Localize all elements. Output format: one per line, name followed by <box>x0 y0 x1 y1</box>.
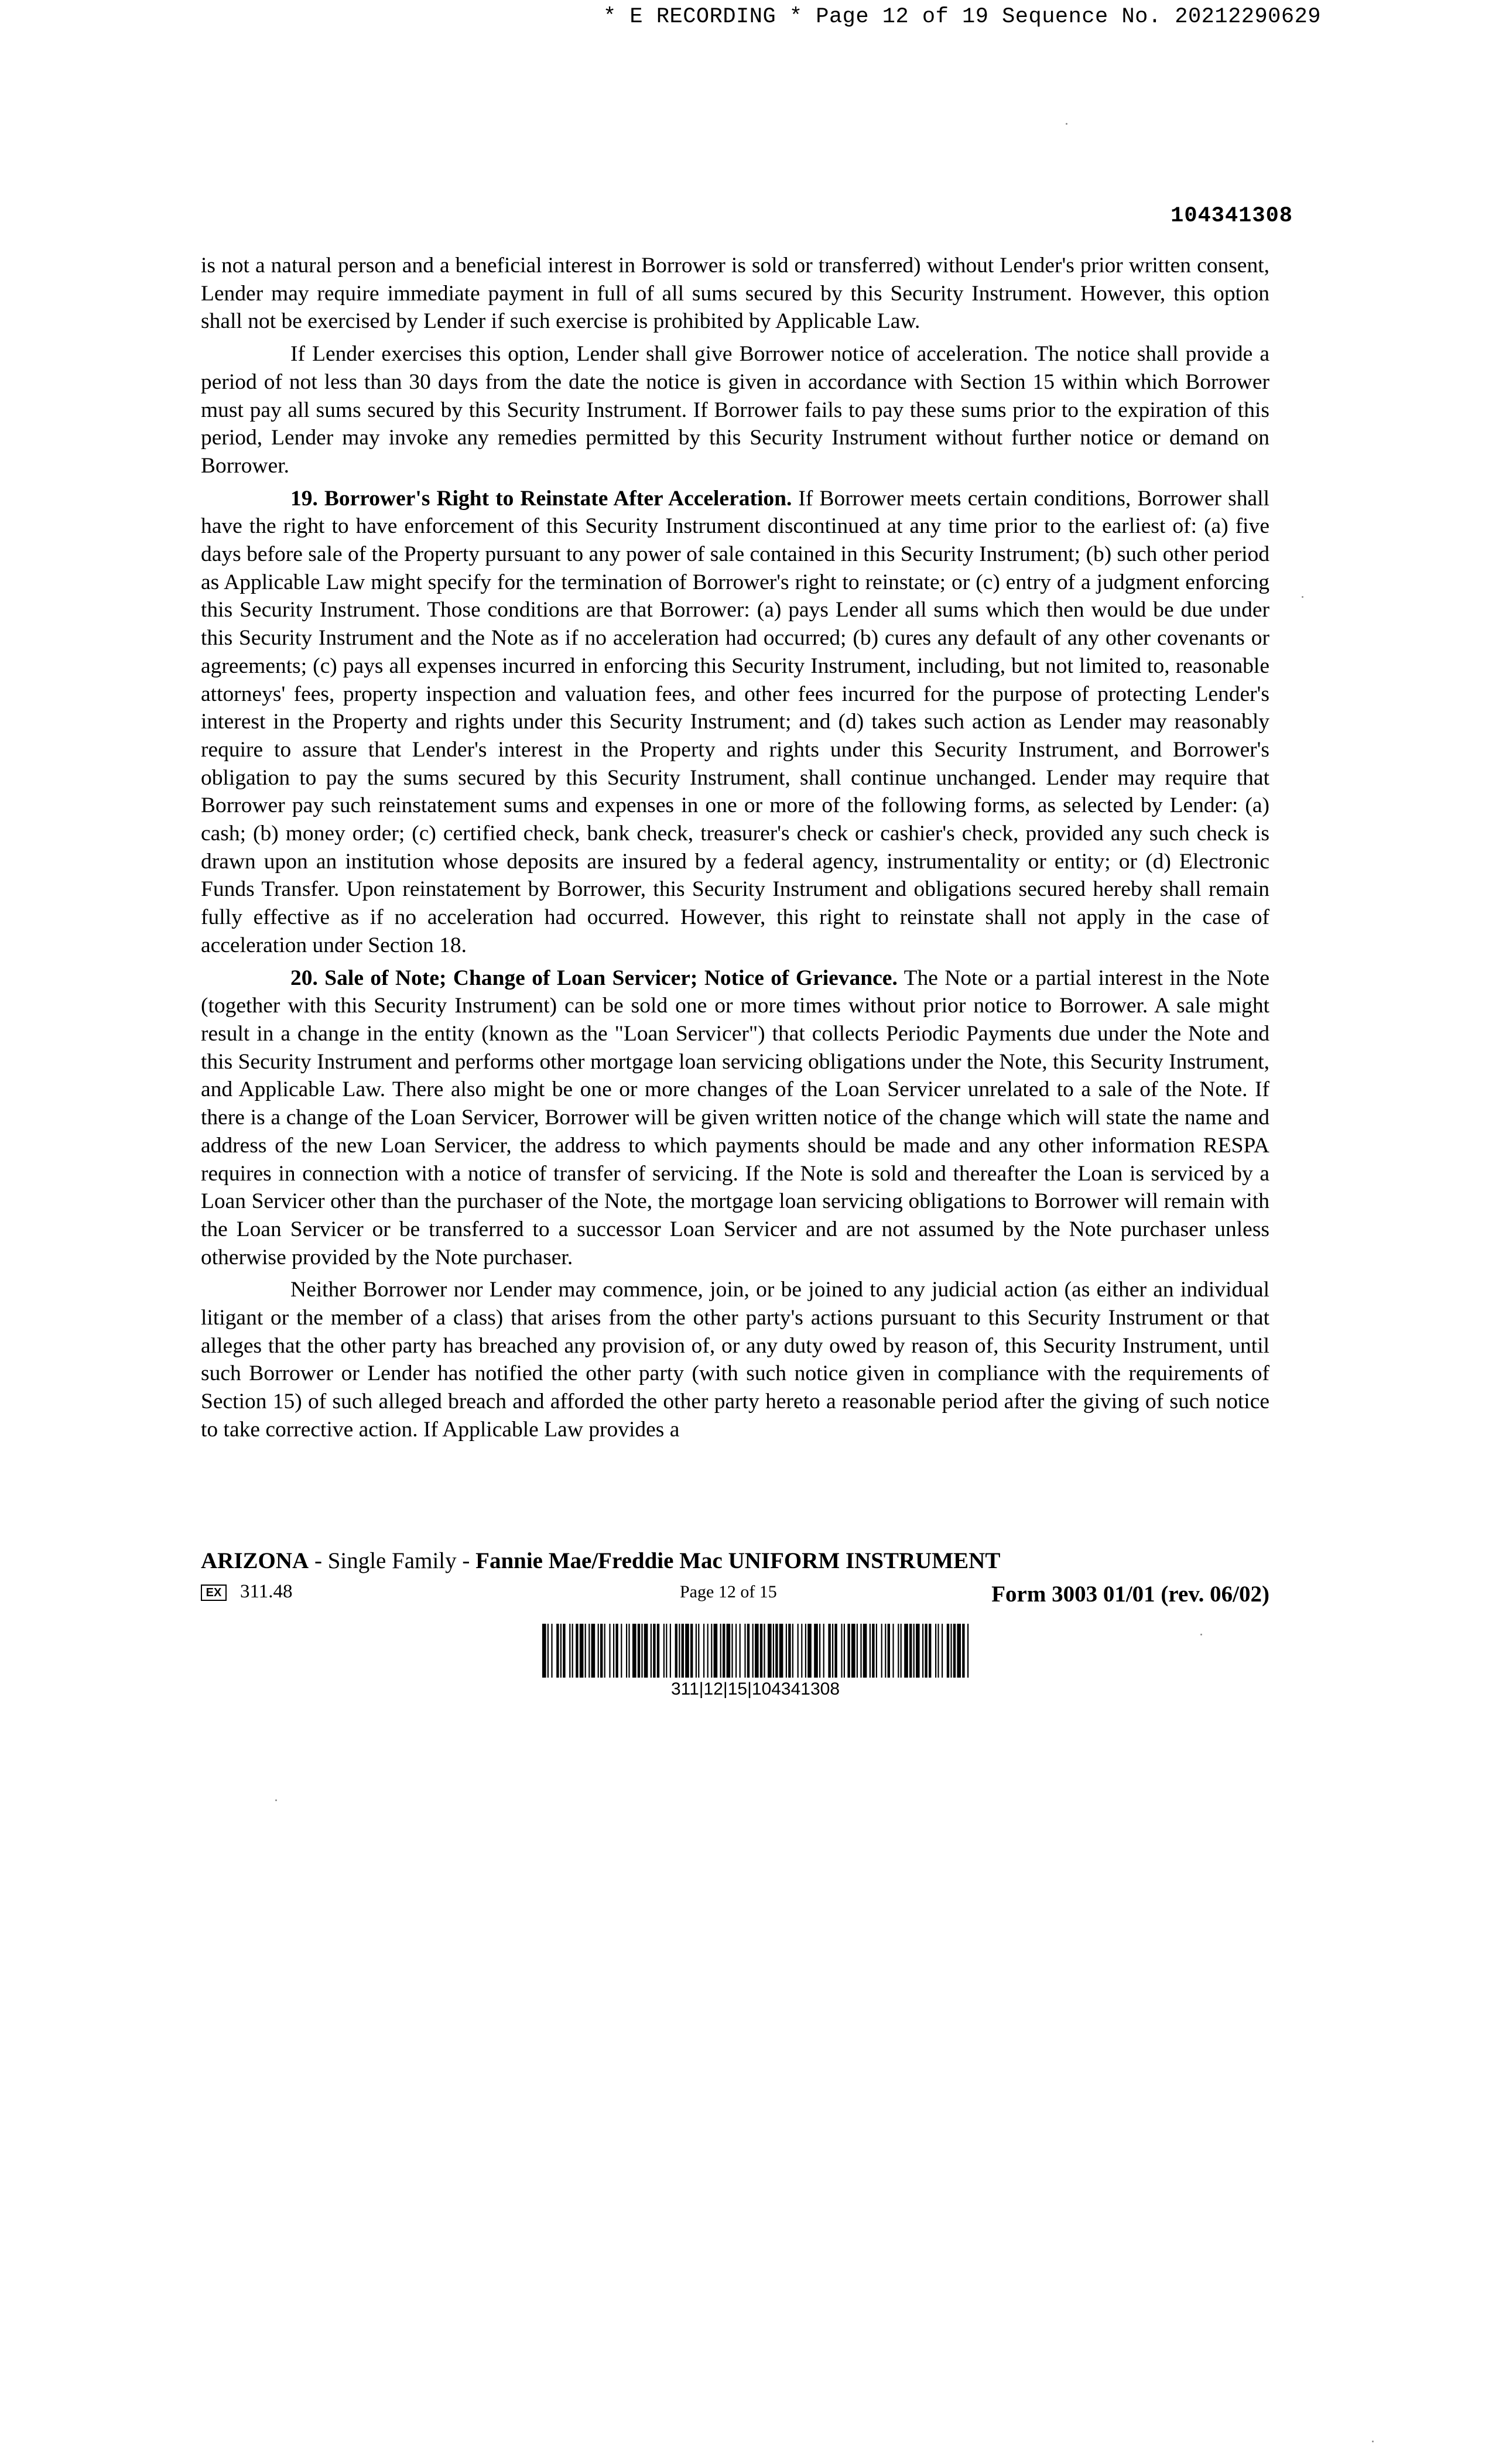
barcode-bar <box>551 1624 552 1678</box>
barcode-bar <box>675 1624 677 1678</box>
barcode-icon <box>539 1624 972 1678</box>
barcode-bar <box>775 1624 778 1678</box>
barcode-bar <box>788 1624 790 1678</box>
barcode-bar <box>922 1624 923 1678</box>
barcode-bar <box>720 1624 721 1678</box>
barcode-bar <box>857 1624 858 1678</box>
barcode-bar <box>727 1624 731 1678</box>
barcode-bar <box>685 1624 689 1678</box>
barcode-bar <box>604 1624 605 1678</box>
barcode-bar <box>609 1624 610 1678</box>
barcode-bar <box>807 1624 812 1678</box>
barcode-bar <box>547 1624 549 1678</box>
barcode-bar <box>957 1624 961 1678</box>
barcode-bar <box>572 1624 573 1678</box>
barcode-bar <box>942 1624 943 1678</box>
barcode-bar <box>950 1624 952 1678</box>
barcode-bar <box>832 1624 833 1678</box>
barcode-caption: 311|12|15|104341308 <box>670 1679 840 1699</box>
footer-separator: - <box>309 1548 328 1573</box>
barcode-bar <box>760 1624 762 1678</box>
barcode-bar <box>898 1624 899 1678</box>
barcode-bar <box>744 1624 745 1678</box>
footer-family: Single Family <box>327 1548 457 1573</box>
scan-speck <box>1302 596 1303 598</box>
barcode-bar <box>892 1624 894 1678</box>
barcode-bar <box>925 1624 927 1678</box>
document-body <box>201 252 1269 1444</box>
section-20-text: The Note or a partial interest in the Note (together with this Security Instrument) can be sold one or more times without prior notice to Borrower. A sale might result in a change in the entity (known as the "Loan Servicer") that collects Periodic Payments due under the Note and this Security Instrument and performs other mortgage loan servicing obligations under the Note, this Security Instrument, and Applicable Law. There also might be one or more changes of the Loan Servicer unrelated to a sale of the Note. If there is a change of the Loan Servicer, Borrower will be given written notice of the change which will state the name and address of the new Loan Servicer, the address to which payments should be made and any other information RESPA requires in connection with a notice of transfer of servicing. If the Note is sold and thereafter the Loan is serviced by a Loan Servicer other than the purchaser of the Note, the mortgage loan servicing obligations to Borrower will remain with the Loan Servicer or be transferred to a successor Loan Servicer and are not assumed by the Note purchaser unless otherwise provided by the Note purchaser. <box>201 966 1269 1269</box>
barcode-bar <box>632 1624 636 1678</box>
barcode-bar <box>937 1624 939 1678</box>
barcode-bar <box>860 1624 861 1678</box>
barcode-bar <box>621 1624 622 1678</box>
barcode-bar <box>967 1624 968 1678</box>
barcode-bar <box>735 1624 737 1678</box>
barcode-bar <box>801 1624 802 1678</box>
barcode-bar <box>888 1624 890 1678</box>
barcode-bar <box>876 1624 877 1678</box>
barcode-bar <box>834 1624 837 1678</box>
barcode-bar <box>707 1624 709 1678</box>
barcode-bar <box>953 1624 956 1678</box>
barcode-bar <box>663 1624 665 1678</box>
barcode-bar <box>626 1624 627 1678</box>
barcode-bar <box>679 1624 680 1678</box>
barcode-bar <box>585 1624 586 1678</box>
barcode-bar <box>851 1624 855 1678</box>
barcode-bar <box>588 1624 590 1678</box>
section-19 <box>201 485 1269 960</box>
barcode-bar <box>881 1624 882 1678</box>
barcode-bar <box>805 1624 806 1678</box>
barcode-bar <box>641 1624 642 1678</box>
barcode-bar <box>644 1624 648 1678</box>
section-19-text: If Borrower meets certain conditions, Borrower shall have the right to have enforcement of this Security Instrument discontinued at any time prior to the earliest of: (a) five days before sale of the Property pursuant to any power of sale contained in this Security Instrument; (b) such other period as Applicable Law might specify for the termination of Borrower's right to reinstate; or (c) entry of a judgment enforcing this Security Instrument. Those conditions are that Borrower: (a) pays Lender all sums which then would be due under this Security Instrument and the Note as if no acceleration had occurred; (b) cures any default of any other covenants or agreements; (c) pays all expenses incurred in enforcing this Security Instrument, including, but not limited to, reasonable attorneys' fees, property inspection and valuation fees, and other fees incurred for the purpose of protecting Lender's interest in the Property and rights under this Security Instrument; and (d) takes such action as Lender may reasonably require to assure that Lender's interest in the Property and rights under this Security Instrument, and Borrower's obligation to pay the sums secured by this Security Instrument, shall continue unchanged. Lender may require that Borrower pay such reinstatement sums and expenses in one or more of the following forms, as selected by Lender: (a) cash; (b) money order; (c) certified check, bank check, treasurer's check or cashier's check, provided any such check is drawn upon an institution whose deposits are insured by a federal agency, instrumentality or entity; or (d) Electronic Funds Transfer. Upon reinstatement by Borrower, this Security Instrument and obligations secured hereby shall remain fully effective as if no acceleration had occurred. However, this right to reinstate shall not apply in the case of acceleration under Section 18. <box>201 486 1269 957</box>
barcode-bar <box>916 1624 920 1678</box>
scan-speck <box>1372 2441 1374 2442</box>
barcode-bar <box>847 1624 850 1678</box>
barcode-bar <box>929 1624 931 1678</box>
scan-speck <box>1200 1634 1202 1635</box>
barcode-bar <box>768 1624 772 1678</box>
barcode-bar <box>870 1624 871 1678</box>
footer-form-info <box>201 1581 1269 1610</box>
barcode-bar <box>913 1624 915 1678</box>
footer-page-number: Page 12 of 15 <box>680 1582 777 1601</box>
footer-form-name: Form 3003 01/01 (rev. 06/02) <box>991 1582 1269 1607</box>
barcode-bar <box>819 1624 820 1678</box>
section-20 <box>201 964 1269 1272</box>
barcode-bar <box>773 1624 774 1678</box>
barcode-bar <box>740 1624 741 1678</box>
barcode-bar <box>653 1624 655 1678</box>
barcode-bar <box>823 1624 824 1678</box>
barcode-bar <box>690 1624 693 1678</box>
scan-speck <box>275 1799 277 1801</box>
section-19-heading: 19. Borrower's Right to Reinstate After Acceleration. <box>290 486 792 511</box>
barcode-bar <box>563 1624 565 1678</box>
barcode-bar <box>613 1624 614 1678</box>
barcode-bar <box>904 1624 908 1678</box>
barcode-bar <box>901 1624 902 1678</box>
paragraph-acceleration-notice: If Lender exercises this option, Lender shall give Borrower notice of acceleration. The notice shall provide a period of not less than 30 days from the date the notice is given in accordance with Section 15 within which Borrower must pay all sums secured by this Security Instrument. If Borrower fails to pay these sums prior to the expiration of this period, Lender may invoke any remedies permitted by this Security Instrument without further notice or demand on Borrower. <box>201 342 1269 478</box>
recording-header: * E RECORDING * Page 12 of 19 Sequence No. 20212290629 <box>603 5 1321 29</box>
barcode-bar <box>615 1624 618 1678</box>
footer-form-title <box>201 1548 1269 1574</box>
barcode-bar <box>580 1624 584 1678</box>
document-number: 104341308 <box>1171 204 1293 228</box>
barcode-bar <box>844 1624 845 1678</box>
barcode-bar <box>828 1624 830 1678</box>
barcode-bar <box>731 1624 733 1678</box>
ex-mark-icon: EX <box>201 1585 227 1601</box>
barcode-bar <box>814 1624 818 1678</box>
barcode-bar <box>696 1624 697 1678</box>
barcode-bar <box>747 1624 750 1678</box>
barcode-bar <box>723 1624 725 1678</box>
barcode-bar <box>576 1624 578 1678</box>
barcode-bar <box>764 1624 765 1678</box>
barcode-bar <box>909 1624 912 1678</box>
footer-form-code: 311.48 <box>240 1581 293 1602</box>
barcode-bar <box>779 1624 783 1678</box>
barcode-bar <box>786 1624 787 1678</box>
barcode-bar <box>598 1624 599 1678</box>
barcode-bar <box>703 1624 704 1678</box>
barcode-bar <box>863 1624 867 1678</box>
barcode-bar <box>714 1624 718 1678</box>
paragraph-continuation: is not a natural person and a beneficial interest in Borrower is sold or transferred) without Lender's prior written consent, Lender may require immediate payment in full of all sums secured by this Security Instrument. However, this option shall not be exercised by Lender if such exercise is prohibited by Applicable Law. <box>201 254 1269 334</box>
barcode-bar <box>872 1624 874 1678</box>
barcode-bar <box>569 1624 570 1678</box>
barcode-bar <box>752 1624 754 1678</box>
barcode-bar <box>600 1624 603 1678</box>
barcode-bar <box>560 1624 562 1678</box>
barcode-bar <box>798 1624 799 1678</box>
barcode-bar <box>947 1624 949 1678</box>
barcode-bar <box>792 1624 793 1678</box>
barcode-bar <box>628 1624 629 1678</box>
barcode-bar <box>591 1624 596 1678</box>
barcode-bar <box>682 1624 684 1678</box>
barcode-bar <box>755 1624 759 1678</box>
scan-speck <box>1066 123 1067 125</box>
barcode-bar <box>542 1624 546 1678</box>
barcode-bar <box>638 1624 640 1678</box>
barcode-bar <box>666 1624 667 1678</box>
barcode-bar <box>935 1624 936 1678</box>
barcode-bar <box>556 1624 559 1678</box>
barcode-bar <box>651 1624 652 1678</box>
section-20-heading: 20. Sale of Note; Change of Loan Servicer; Notice of Grievance. <box>290 966 898 990</box>
barcode-bar <box>698 1624 699 1678</box>
barcode-bar <box>657 1624 659 1678</box>
paragraph-judicial-action: Neither Borrower nor Lender may commence, join, or be joined to any judicial action (as either an individual litigant or the member of a class) that arises from the other party's actions pursuant to this Security Instrument or that alleges that the other party has breached any provision of, or any duty owed by reason of, this Security Instrument, until such Borrower or Lender has notified the other party (with such notice given in compliance with the requirements of Section 15) of such alleged breach and afforded the other party hereto a reasonable period after the giving of such notice to take corrective action. If Applicable Law provides a <box>201 1278 1269 1442</box>
footer-state: ARIZONA <box>201 1548 309 1573</box>
footer-instrument: Fannie Mae/Freddie Mac UNIFORM INSTRUMENT <box>475 1548 1001 1573</box>
barcode-bar <box>962 1624 964 1678</box>
barcode-bar <box>885 1624 886 1678</box>
footer-separator: - <box>456 1548 476 1573</box>
barcode-bar <box>670 1624 671 1678</box>
barcode-bar <box>711 1624 712 1678</box>
barcode-bar <box>841 1624 842 1678</box>
